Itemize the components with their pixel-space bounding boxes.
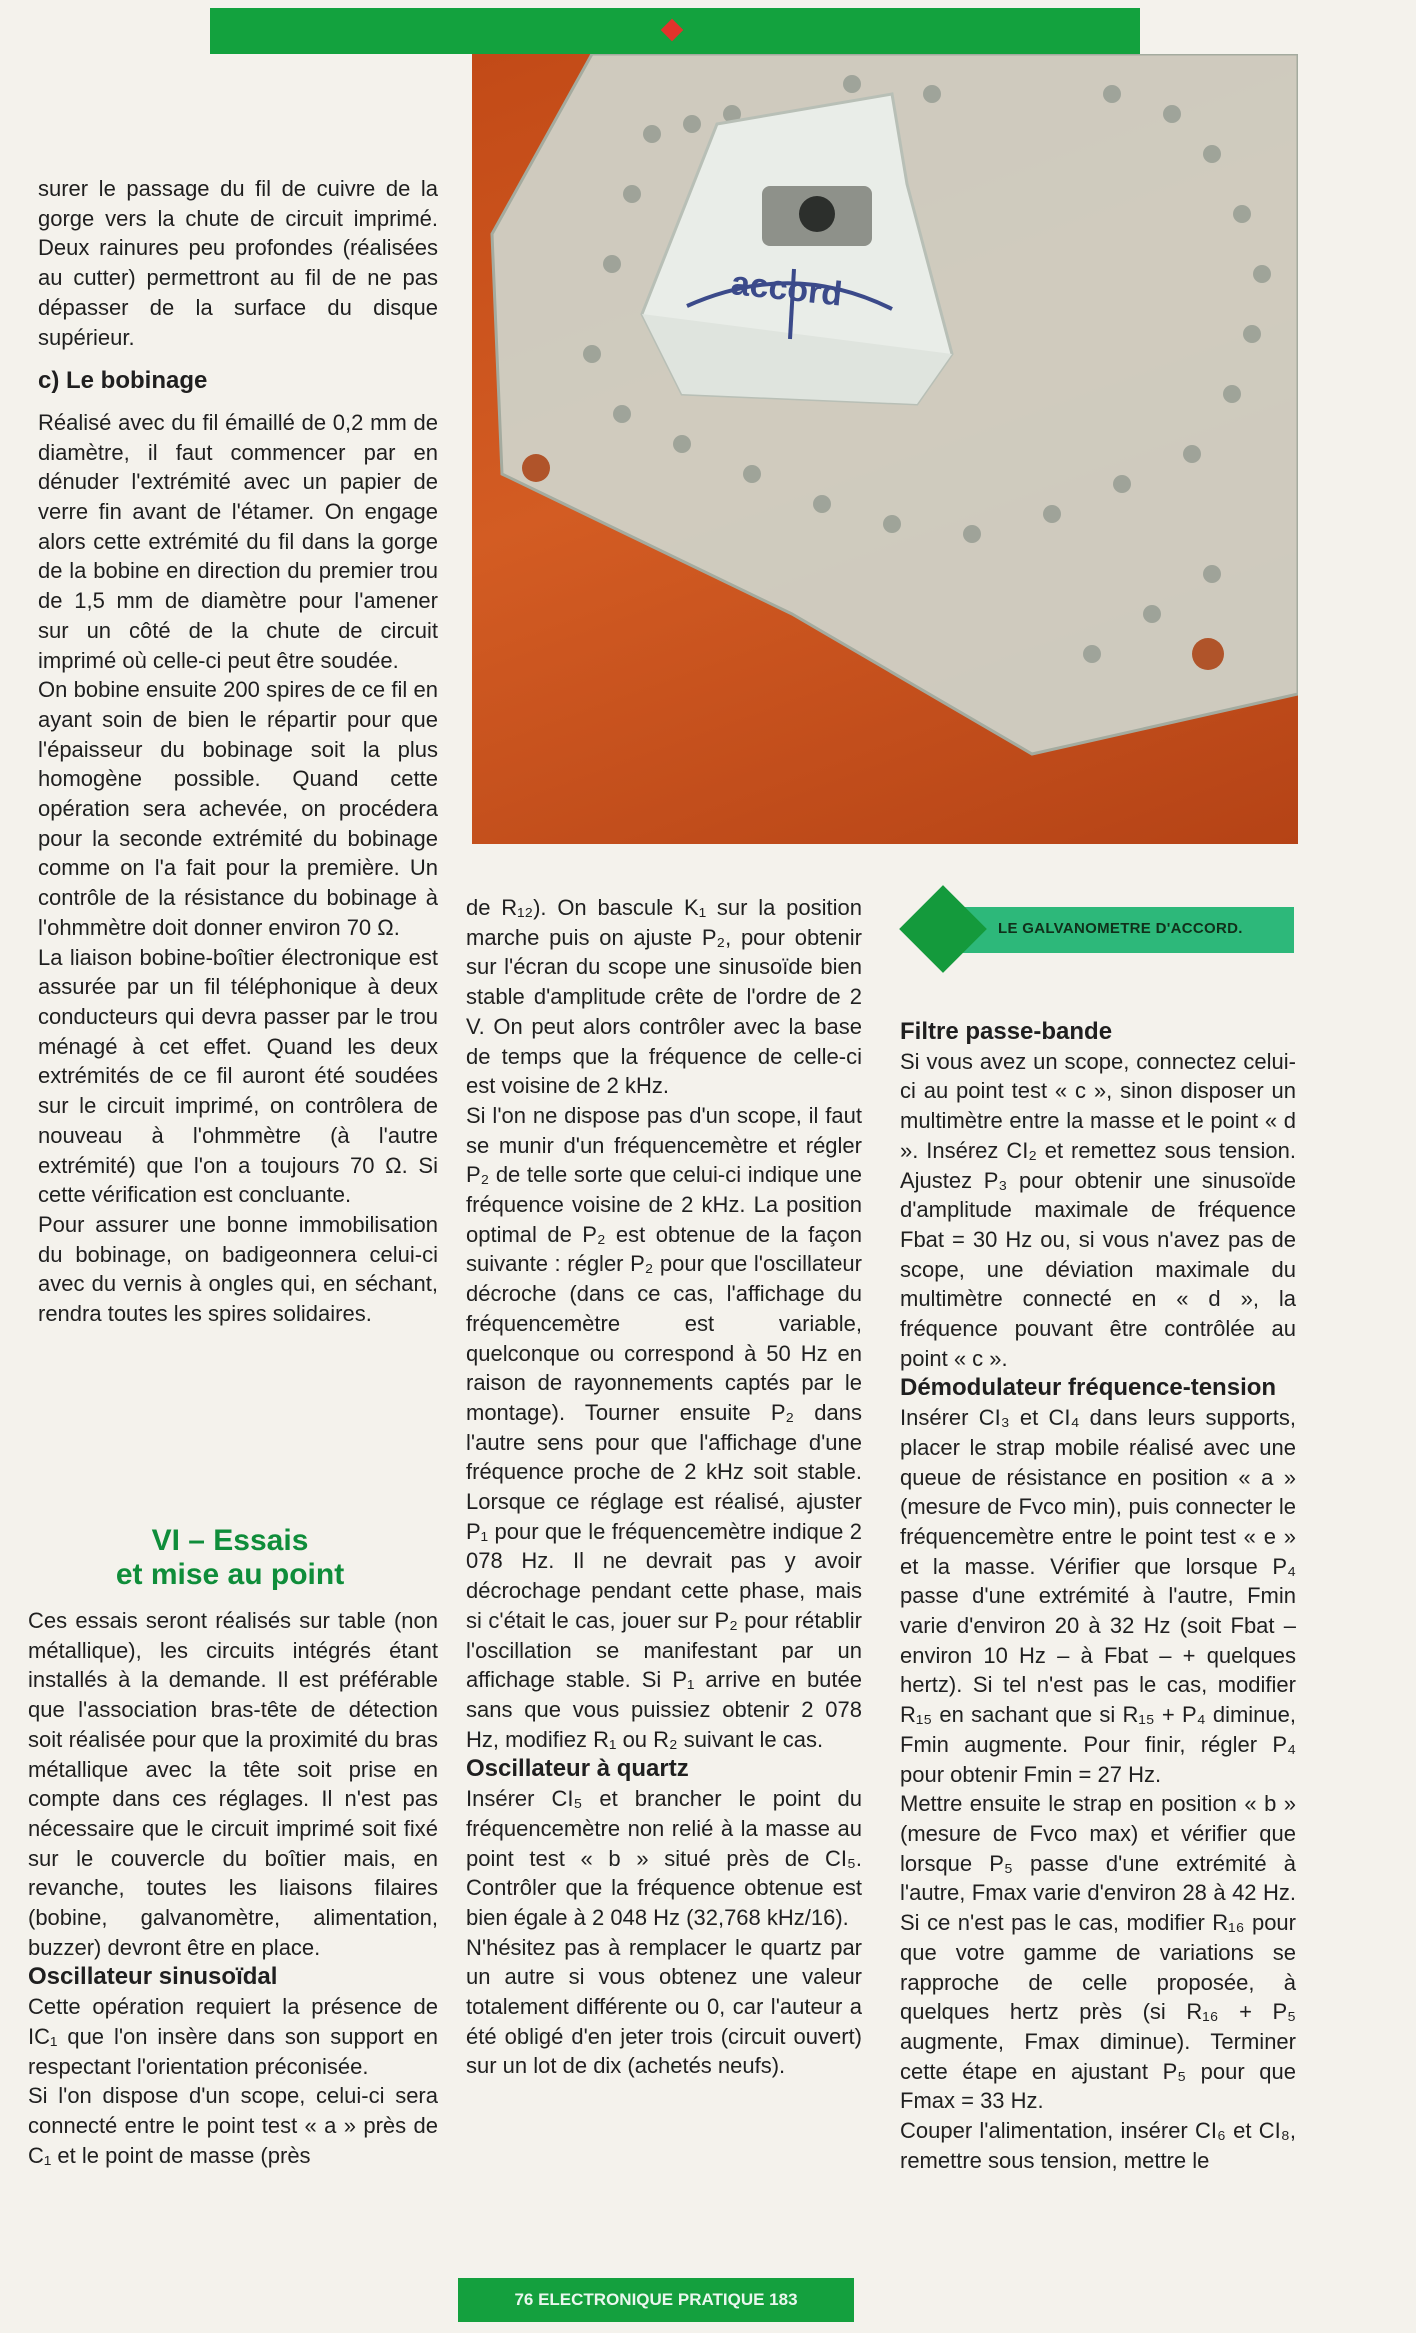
subheading-demodulateur: Démodulateur fréquence-tension xyxy=(900,1374,1277,1402)
paragraph: Ces essais seront réalisés sur table (non métallique), les circuits intégrés étant installés à la demande. Il est préférable que l'association bras-tête de détection soit réalisée pour que la proximité du bras métallique avec la tête soit prise en compte dans ces réglages. Il n'est pas nécessaire que le circuit imprimé soit fixé sur le couvercle du boîtier mais, en revanche, toutes les liaisons filaires (bobine, galvanomètre, alimentation, buzzer) devront être en place. xyxy=(28,1608,438,1960)
paragraph: Si l'on ne dispose pas d'un scope, il faut se munir d'un fréquencemètre et régler P₂ de telle sorte que celui-ci indique une fréquence voisine de 2 kHz. La position optimal de P₂ est obtenue de la façon suivante : régler P₂ pour que l'oscillateur décroche (dans ce cas, l'affichage du fréquencemètre est variable, quelconque ou correspond à 50 Hz en raison de rayonnements captés par le montage). Tourner ensuite P₂ dans l'autre sens pour que l'affichage d'une fréquence proche de 2 kHz soit stable. Lorsque ce réglage est réalisé, ajuster P₁ pour que le fréquencemètre indique 2 078 Hz. Il ne devrait pas y avoir décrochage pendant cette phase, mais si c'était le cas, jouer sur P₂ pour rétablir l'oscillation se manifestant par un affichage stable. Si P₁ arrive en butée sans que vous puissiez obtenir 2 078 Hz, modifiez R₁ ou R₂ suivant le cas. xyxy=(466,1102,862,1752)
photo-caption xyxy=(902,887,1294,973)
page-footer: 76 ELECTRONIQUE PRATIQUE 183 xyxy=(458,2278,854,2322)
pcb-photo-illustration xyxy=(472,54,1298,844)
paragraph: Insérer CI₃ et CI₄ dans leurs supports, placer le strap mobile réalisé avec une queue de résistance en position « a » (mesure de Fvco min), puis connecter le fréquencemètre entre le point test « e » et la masse. Vérifier que lorsque P₄ passe d'une extrémité à l'autre, Fmin varie d'environ 20 à 32 Hz (soit Fbat – environ 10 Hz – à Fbat – + quelques hertz). Si tel n'est pas le cas, modifier R₁₅ en sachant que si R₁₅ + P₄ diminue, Fmin augmente. Pour finir, régler P₄ pour obtenir Fmin = 27 Hz. xyxy=(900,1405,1296,1787)
paragraph: Pour assurer une bonne immobilisation du bobinage, on badigeonnera celui-ci avec du vernis à ongles qui, en séchant, rendra toutes les spires solidaires. xyxy=(38,1211,438,1327)
section-title-line1: VI – Essais xyxy=(151,1524,309,1557)
paragraph: Mettre ensuite le strap en position « b » (mesure de Fvco max) et vérifier que lorsque P₅ passe d'une extrémité à l'autre, Fmax varie d'environ 28 à 42 Hz. Si ce n'est pas le cas, modifier R₁₆ pour que votre gamme de variations se rapproche de celle proposée, à quelques hertz près (si R₁₆ + P₅ augmente, Fmax diminue). Terminer cette étape en ajustant P₅ pour que Fmax = 33 Hz. xyxy=(900,1791,1296,2114)
paragraph: Insérer CI₅ et brancher le point du fréquencemètre non relié à la masse au point test « b » situé près de CI₅. Contrôler que la fréquence obtenue est bien égale à 2 048 Hz (32,768 kHz/16). xyxy=(466,1786,862,1930)
paragraph: surer le passage du fil de cuivre de la gorge vers la chute de circuit imprimé. Deux rainures peu profondes (réalisées au cutter) permettront au fil de ne pas dépasser de la surface du disque supérieur. xyxy=(38,176,438,350)
column-middle xyxy=(466,893,862,2081)
paragraph: Cette opération requiert la présence de IC₁ que l'on insère dans son support en respectant l'orientation préconisée. xyxy=(28,1994,438,2079)
subheading-bobinage: c) Le bobinage xyxy=(38,367,208,395)
section-title-line2: et mise au point xyxy=(115,1558,345,1591)
paragraph: Si l'on dispose d'un scope, celui-ci sera connecté entre le point test « a » près de C₁ et le point de masse (près xyxy=(28,2083,438,2168)
paragraph: La liaison bobine-boîtier électronique est assurée par un fil téléphonique à deux conducteurs qui devra passer par le trou ménagé à cet effet. Quand les deux extrémités de ce fil auront été soudées sur le circuit imprimé, on contrôlera de nouveau à l'ohmmètre (à l'autre extrémité) que l'on a toujours 70 Ω. Si cette vérification est concluante. xyxy=(38,944,438,1208)
subheading-oscillateur-quartz: Oscillateur à quartz xyxy=(466,1755,689,1783)
paragraph: Si vous avez un scope, connectez celui-ci au point test « c », sinon disposer un multimètre entre la masse et le point « d ». Insérez CI₂ et remettez sous tension. Ajustez P₃ pour obtenir une sinusoïde d'amplitude maximale de fréquence Fbat = 30 Hz ou, si vous n'avez pas de scope, une déviation maximale du multimètre connecté en « d », la fréquence pouvant être contrôlée au point « c ». xyxy=(900,1048,1296,1371)
red-diamond-ornament xyxy=(661,19,684,42)
paragraph: Réalisé avec du fil émaillé de 0,2 mm de diamètre, il faut commencer par en dénuder l'extrémité avec un papier de verre fin avant de l'étamer. On engage alors cette extrémité du fil dans la gorge de la bobine en direction du premier trou de 1,5 mm de diamètre pour l'amener sur un côté de la chute de circuit imprimé où celle-ci peut être soudée. xyxy=(38,409,438,673)
subheading-oscillateur-sinusoidal: Oscillateur sinusoïdal xyxy=(28,1963,278,1991)
caption-label: LE GALVANOMETRE D'ACCORD. xyxy=(998,920,1243,937)
section-title xyxy=(60,1524,400,1592)
paragraph: Couper l'alimentation, insérer CI₆ et CI₈, remettre sous tension, mettre le xyxy=(900,2118,1296,2173)
gauge-label: accord xyxy=(729,264,845,314)
top-header-bar xyxy=(210,8,1140,54)
paragraph: N'hésitez pas à remplacer le quartz par un autre si vous obtenez une valeur totalement différente ou 0, car l'auteur a été obligé d'en jeter trois (circuit ouvert) sur un lot de dix (achetés neufs). xyxy=(466,1934,862,2079)
galvanometer-photo xyxy=(472,54,1298,844)
column-left-top xyxy=(38,174,438,1329)
subheading-filtre: Filtre passe-bande xyxy=(900,1018,1113,1045)
column-right xyxy=(900,1017,1296,2175)
column-left-bottom xyxy=(28,1606,438,2170)
caption-diamond-icon xyxy=(899,885,987,973)
paragraph: de R₁₂). On bascule K₁ sur la position marche puis on ajuste P₂, pour obtenir sur l'écran du scope une sinusoïde bien stable d'amplitude crête de l'ordre de 2 V. On peut alors contrôler avec la base de temps que la fréquence de celle-ci est voisine de 2 kHz. xyxy=(466,895,862,1099)
paragraph: On bobine ensuite 200 spires de ce fil en ayant soin de bien le répartir pour que l'épaisseur du bobinage soit la plus homogène possible. Quand cette opération sera achevée, on procédera pour la seconde extrémité du bobinage comme on l'a fait pour la première. Un contrôle de la résistance du bobinage à l'ohmmètre doit donner environ 70 Ω. xyxy=(38,677,438,940)
